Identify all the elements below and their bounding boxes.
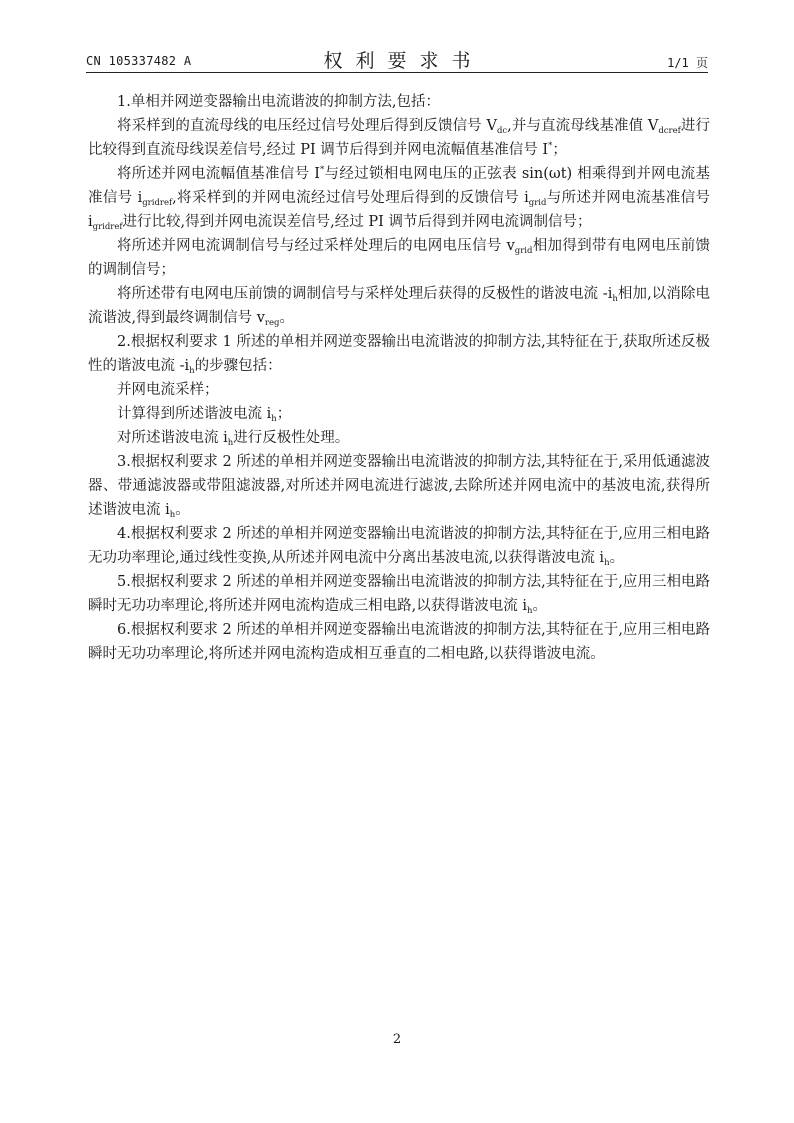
claim-5: 5.根据权利要求 2 所述的单相并网逆变器输出电流谐波的抑制方法,其特征在于,应用三相电路瞬时无功功率理论,将所述并网电流构造成三相电路,以获得谐波电流 $i_h$。 bbox=[88, 574, 710, 616]
claims-body bbox=[88, 90, 710, 666]
page-count: 1/1 页 bbox=[667, 56, 708, 70]
page-header bbox=[86, 44, 708, 72]
claim-2-step-3: 对所述谐波电流 $i_h$进行反极性处理。 bbox=[117, 430, 350, 448]
claim-1-step-3: 将所述并网电流调制信号与经过采样处理后的电网电压信号 $v_{grid}$相加得到带有电网电压前馈的调制信号； bbox=[88, 238, 710, 278]
publication-number: CN 105337482 A bbox=[86, 54, 192, 68]
claim-2-step-2: 计算得到所述谐波电流 $i_h$； bbox=[117, 406, 292, 424]
claim-3: 3.根据权利要求 2 所述的单相并网逆变器输出电流谐波的抑制方法,其特征在于,采用低通滤波器、带通滤波器或带阻滤波器,对所述并网电流进行滤波,去除所述并网电流中的基波电流,获得所述谐波电流 $i_h$。 bbox=[88, 454, 710, 520]
claim-6: 6.根据权利要求 2 所述的单相并网逆变器输出电流谐波的抑制方法,其特征在于,应用三相电路瞬时无功功率理论,将所述并网电流构造成相互垂直的二相电路,以获得谐波电流。 bbox=[88, 622, 710, 662]
claim-2: 2.根据权利要求 1 所述的单相并网逆变器输出电流谐波的抑制方法,其特征在于,获取所述反极性的谐波电流 $-i_h$的步骤包括： bbox=[88, 334, 710, 376]
claim-1-intro: 1.单相并网逆变器输出电流谐波的抑制方法,包括： bbox=[117, 94, 440, 110]
header-rule bbox=[86, 72, 708, 73]
claim-1-step-1: 将采样到的直流母线的电压经过信号处理后得到反馈信号 $V_{dc}$,并与直流母线基准值 $V_{dcref}$进行比较得到直流母线误差信号,经过 PI 调节后得到并网电流幅值基准信号 I*； bbox=[88, 118, 710, 158]
claim-1-step-4: 将所述带有电网电压前馈的调制信号与采样处理后获得的反极性的谐波电流 $-i_h$相加,以消除电流谐波,得到最终调制信号 $v_{reg}$。 bbox=[88, 286, 710, 328]
claim-4: 4.根据权利要求 2 所述的单相并网逆变器输出电流谐波的抑制方法,其特征在于,应用三相电路无功功率理论,通过线性变换,从所述并网电流中分离出基波电流,以获得谐波电流 $i_h$。 bbox=[88, 526, 710, 568]
page-title: 权利要求书 bbox=[323, 50, 484, 72]
claim-1-step-2: 将所述并网电流幅值基准信号 I*与经过锁相电网电压的正弦表 sin(ωt) 相乘得到并网电流基准信号 $i_{gridref}$,将采样到的并网电流经过信号处理后得到的反馈信号 $i_{grid}$与所述并网电流基准信号 $i_{gridref}$进行比较,得到并网电流误差信号,经过 PI 调节后得到并网电流调制信号； bbox=[88, 165, 711, 232]
page-number: 2 bbox=[392, 1032, 402, 1047]
claim-2-step-1: 并网电流采样； bbox=[117, 382, 219, 398]
